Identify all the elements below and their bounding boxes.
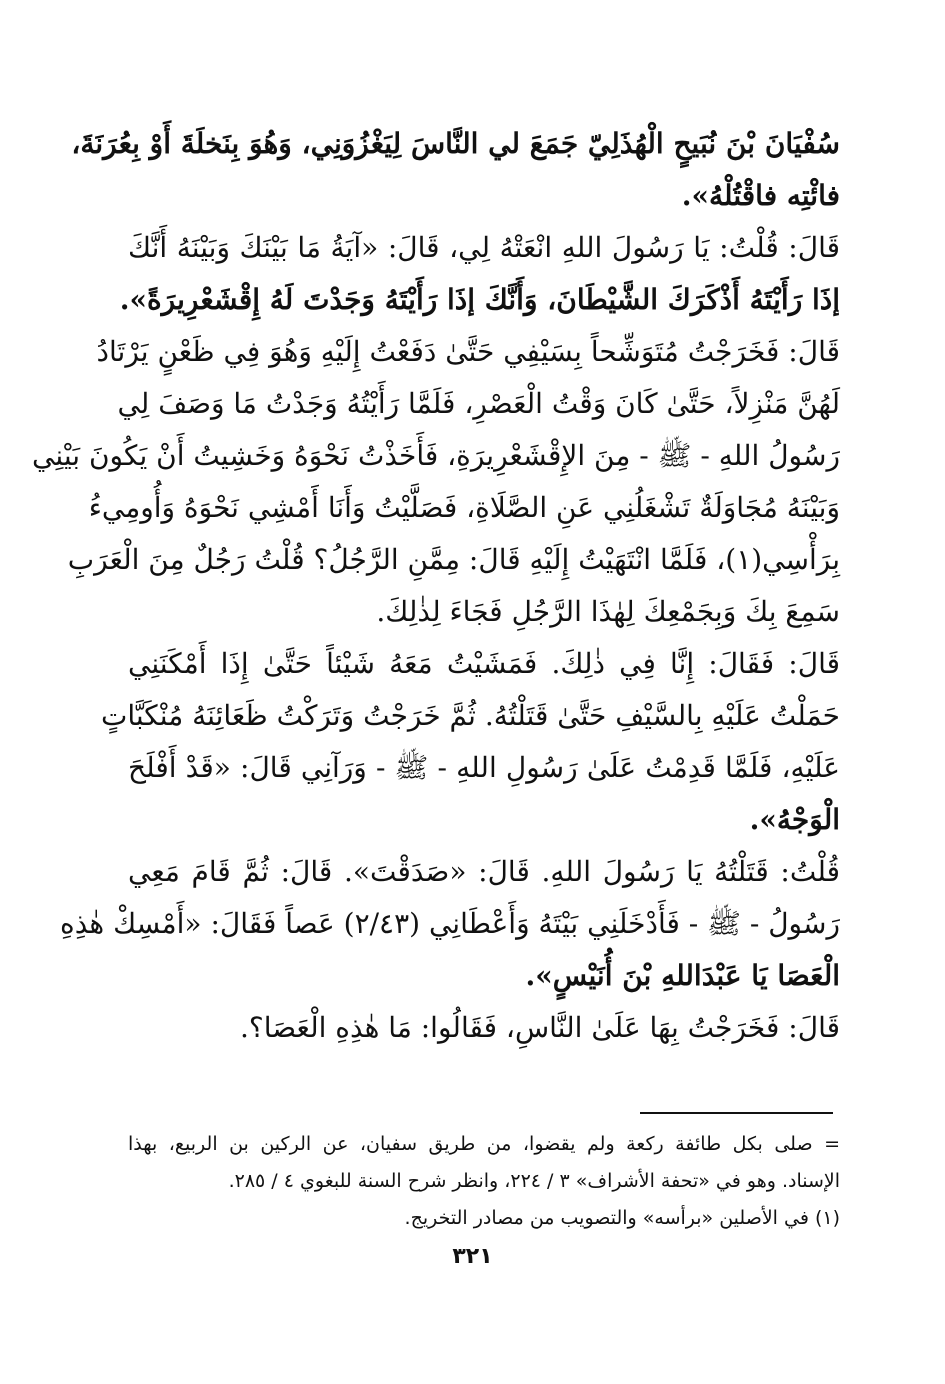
text-line: رَسُولُ اللهِ - ﷺ - مِنَ الإِقْشَعْرِيرَةِ، فَأَخَذْتُ نَحْوَهُ وَخَشِيتُ أَنْ يَكُونَ بَيْنِي [32,439,840,472]
footnote-line: الإسناد. وهو في «تحفة الأشراف» ٣ / ٢٢٤، وانظر شرح السنة للبغوي ٤ / ٢٨٥. [228,1170,840,1192]
text-line: إذَا رَأَيْتَهُ أَذْكَرَكَ الشَّيْطَانَ، وَأَنَّكَ إذَا رَأَيْتَهُ وَجَدْتَ لَهُ إِقْشَعْرِيرَةً». [119,283,840,316]
page-body [32,118,840,1054]
text-line: قَالَ: قُلْتُ: يَا رَسُولَ اللهِ انْعَتْهُ لِي، قَالَ: «آيَةُ مَا بَيْنَكَ وَبَيْنَهُ أَنَّكَ [128,231,840,264]
text-line: الْعَصَا يَا عَبْدَاللهِ بْنَ أُنَيْسٍ». [525,959,840,992]
text-line: قَالَ: فَقَالَ: إِنَّا فِي ذٰلِكَ. فَمَشَيْتُ مَعَهُ شَيْئاً حَتَّىٰ إِذَا أَمْكَنَنِي [128,647,840,680]
footnote-line: (١) في الأصلين «برأسه» والتصويب من مصادر التخريج. [404,1207,840,1229]
footnotes [128,1126,840,1237]
text-line: قَالَ: فَخَرَجْتُ بِهَا عَلَىٰ النَّاسِ، فَقَالُوا: مَا هٰذِهِ الْعَصَا؟. [239,1011,840,1044]
text-line: رَسُولُ - ﷺ - فَأَدْخَلَنِي بَيْتَهُ وَأَعْطَانِي (٢/٤٣) عَصاً فَقَالَ: «أَمْسِكْ هٰذِهِ [60,907,840,940]
text-line: سَمِعَ بِكَ وَبِجَمْعِكَ لِهٰذَا الرَّجُلِ فَجَاءَ لِذٰلِكَ. [376,595,840,628]
text-line: سُفْيَانَ بْنَ نُبَيحٍ الْهُذَلِيّ جَمَعَ لي النَّاسَ لِيَغْزُوَنِي، وَهُوَ بِنَخلَةَ أَوْ بِعُرَنَةَ، [71,127,840,160]
text-line: قَالَ: فَخَرَجْتُ مُتَوَشِّحاً بِسَيْفِي حَتَّىٰ دَفَعْتُ إِلَيْهِ وَهُوَ فِي ظَعْنٍ يَرْتَادُ [96,335,840,368]
main-text [32,118,840,1054]
footnote-line: = صلى بكل طائفة ركعة ولم يقضوا، من طريق سفيان، عن الركين بن الربيع، بهذا [128,1133,840,1155]
text-line: عَلَيْهِ، فَلَمَّا قَدِمْتُ عَلَىٰ رَسُولِ اللهِ - ﷺ - وَرَآنِي قَالَ: «قَدْ أَفْلَحَ [128,751,840,784]
text-line: الْوَجْهُ». [749,803,840,836]
text-line: وَبَيْنَهُ مُجَاوَلَةٌ تَشْغَلُنِي عَنِ الصَّلَاةِ، فَصَلَّيْتُ وَأَنَا أَمْشِي نَحْوَهُ وَأُومِيءُ [88,491,840,524]
text-line: قُلْتُ: قَتَلْتُهُ يَا رَسُولَ اللهِ. قَالَ: «صَدَقْتَ». قَالَ: ثُمَّ قَامَ مَعِي [128,855,840,888]
text-line: لَهُنَّ مَنْزِلاً، حَتَّىٰ كَانَ وَقْتُ الْعَصْرِ، فَلَمَّا رَأَيْتُهُ وَجَدْتُ مَا وَصَفَ لِي [117,387,840,420]
page-number: ٣٢١ [452,1244,493,1269]
footnote-separator [640,1112,833,1114]
text-line: بِرَأْسِي(١)، فَلَمَّا انْتَهَيْتُ إِلَيْهِ قَالَ: مِمَّنِ الرَّجُلُ؟ قُلْتُ رَجُلٌ مِنَ الْعَرَبِ [67,543,840,576]
text-line: حَمَلْتُ عَلَيْهِ بِالسَّيْفِ حَتَّىٰ قَتَلْتُهُ. ثُمَّ خَرَجْتُ وَتَرَكْتُ ظَعَائِنَهُ مُنْكَبَّاتٍ [100,699,840,732]
text-line: فائْتِه فاقْتُلْهُ». [681,179,840,212]
